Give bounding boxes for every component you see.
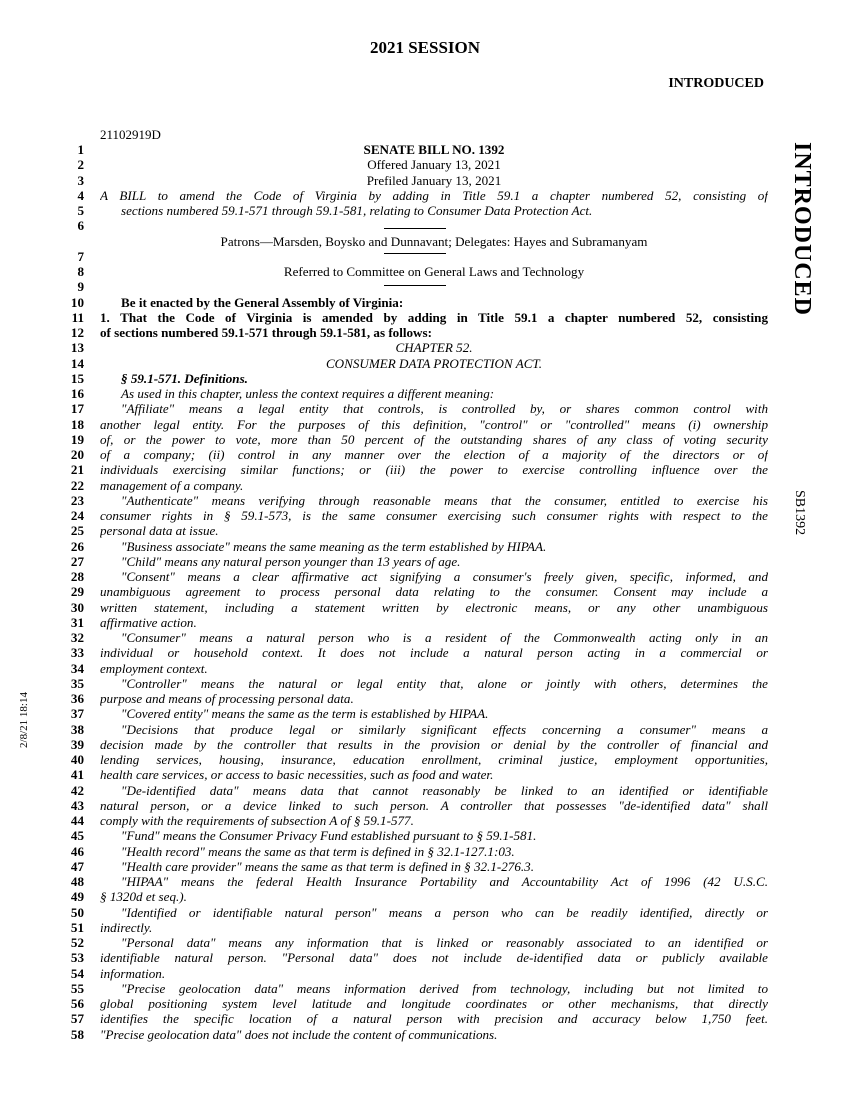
- body-text: "Fund" means the Consumer Privacy Fund established pursuant to § 59.1-581.: [121, 828, 537, 844]
- line: [0, 859, 850, 874]
- body-text: lending services, housing, insurance, education enrollment, criminal justice, employment opportunities,: [100, 752, 768, 767]
- prefiled-date: Prefiled January 13, 2021: [366, 172, 502, 188]
- line: [0, 508, 850, 523]
- line-number: 36: [70, 691, 84, 706]
- line: [0, 188, 850, 203]
- body-text: "Business associate" means the same meaning as the term established by HIPAA.: [121, 538, 547, 554]
- line-number: 7: [77, 248, 84, 264]
- line: [0, 584, 850, 599]
- line-number: 14: [70, 355, 84, 371]
- line: [0, 478, 850, 493]
- committee-referral: Referred to Committee on General Laws and Technology: [283, 264, 585, 279]
- body-text: "Affiliate" means a legal entity that controls, is controlled by, or shares common control with: [121, 401, 768, 417]
- line: [0, 889, 850, 904]
- line-number: 48: [70, 874, 84, 889]
- body-text: of sections numbered 59.1-571 through 59.1-581, as follows:: [100, 325, 432, 340]
- section-heading: § 59.1-571. Definitions.: [121, 370, 248, 386]
- line-number: 8: [77, 264, 84, 279]
- line: [0, 828, 850, 843]
- line-number: 43: [70, 797, 84, 813]
- line: [0, 142, 850, 157]
- body-text: "Child" means any natural person younger than 13 years of age.: [121, 553, 461, 569]
- line-number: 13: [70, 340, 84, 356]
- body-text: "Decisions that produce legal or similarly significant effects concerning a consumer" means a: [121, 721, 768, 737]
- line-number: 44: [70, 813, 84, 828]
- body-text: "Authenticate" means verifying through reasonable means that the consumer, entitled to exercise his: [121, 492, 768, 508]
- line-number: 49: [70, 889, 84, 905]
- line: [0, 996, 850, 1011]
- line: [0, 783, 850, 798]
- line: [0, 371, 850, 386]
- line: [0, 844, 850, 859]
- line-number: 50: [70, 904, 84, 920]
- body-text: "Identified or identifiable natural person" means a person who can be readily identified, directly or: [121, 904, 768, 920]
- body-text: consumer rights in § 59.1-573, is the same consumer exercising such consumer rights with respect to the: [100, 508, 768, 523]
- line: [0, 920, 850, 935]
- chapter-number: CHAPTER 52.: [395, 340, 473, 356]
- line-number: 9: [77, 279, 84, 295]
- line: [0, 554, 850, 569]
- line-number: 58: [70, 1026, 84, 1042]
- body-text: "Health record" means the same as that term is defined in § 32.1-127.1:03.: [121, 843, 515, 859]
- line: [0, 249, 850, 264]
- body-text: unambiguous agreement to process personal data relating to the consumer. Consent may include a: [100, 584, 768, 600]
- body-text: information.: [100, 965, 166, 981]
- margin-timestamp-text: 2/8/21 18:14: [18, 692, 30, 748]
- session-title: 2021 SESSION: [369, 38, 481, 57]
- body-text: indirectly.: [100, 919, 153, 935]
- line: [0, 905, 850, 920]
- line-number: 52: [70, 935, 84, 950]
- bill-title: SENATE BILL NO. 1392: [363, 142, 505, 157]
- document-number: 21102919D: [100, 127, 161, 142]
- line: [0, 645, 850, 660]
- body-text: purpose and means of processing personal data.: [100, 691, 354, 706]
- line: [0, 401, 850, 416]
- line-number: 34: [70, 660, 84, 676]
- line-number: 3: [77, 172, 84, 188]
- body-text: "Consumer" means a natural person who is a resident of the Commonwealth acting only in an: [121, 630, 768, 645]
- body-text: "Controller" means the natural or legal entity that, alone or jointly with others, determines the: [121, 675, 768, 691]
- line-number: 57: [70, 1011, 84, 1027]
- line-number: 51: [70, 919, 84, 935]
- line-number: 24: [70, 508, 84, 523]
- line-number: 54: [70, 965, 84, 981]
- line-number: 41: [70, 767, 84, 783]
- vertical-status-stamp: INTRODUCED: [789, 142, 815, 317]
- status-label: INTRODUCED: [668, 76, 764, 91]
- line: [0, 157, 850, 172]
- line: [0, 539, 850, 554]
- separator-rule: [384, 253, 446, 254]
- line: [0, 1011, 850, 1026]
- line-number: 20: [70, 447, 84, 462]
- line-number: 40: [70, 752, 84, 767]
- line: [0, 737, 850, 752]
- body-text: "Consent" means a clear affirmative act signifying a consumer's freely given, specific, informed, and: [121, 569, 768, 584]
- line-number: 39: [70, 736, 84, 752]
- line-number: 1: [77, 142, 84, 157]
- body-text: personal data at issue.: [100, 523, 219, 539]
- line: [0, 447, 850, 462]
- body-text: § 1320d et seq.).: [100, 889, 187, 905]
- line: [0, 173, 850, 188]
- body-text: individual or household context. It does not include a natural person acting in a commercial or: [100, 645, 768, 661]
- body-text: management of a company.: [100, 477, 244, 493]
- line-number: 6: [77, 218, 84, 234]
- body-text: "Precise geolocation data" means information derived from technology, including but not limited to: [121, 980, 768, 996]
- body-text: "Covered entity" means the same as the term is established by HIPAA.: [121, 706, 489, 722]
- line-number: 32: [70, 630, 84, 645]
- line: [0, 356, 850, 371]
- line-number: 30: [70, 599, 84, 615]
- body-text: global positioning system level latitude and longitude coordinates or other mechanisms, that directly: [100, 996, 768, 1011]
- line-number: 35: [70, 675, 84, 691]
- line: [0, 661, 850, 676]
- line: [0, 462, 850, 477]
- line-number: 26: [70, 538, 84, 554]
- line: [0, 676, 850, 691]
- line: [0, 340, 850, 355]
- line: [0, 432, 850, 447]
- body-text: "Personal data" means any information that is linked or reasonably associated to an identified or: [121, 935, 768, 950]
- line: [0, 234, 850, 249]
- chapter-title: CONSUMER DATA PROTECTION ACT.: [325, 355, 543, 371]
- line: [0, 722, 850, 737]
- line: [0, 874, 850, 889]
- line: [0, 600, 850, 615]
- line-number: 53: [70, 950, 84, 966]
- line: [0, 981, 850, 996]
- line-number: 4: [77, 187, 84, 203]
- line: [0, 310, 850, 325]
- line: [0, 966, 850, 981]
- line-number: 47: [70, 858, 84, 874]
- line-number: 18: [70, 416, 84, 432]
- bill-text: [0, 142, 850, 1042]
- body-text: As used in this chapter, unless the context requires a different meaning:: [121, 386, 495, 401]
- line: [0, 325, 850, 340]
- line-number: 16: [70, 386, 84, 401]
- line-number: 55: [70, 980, 84, 996]
- vertical-bill-code: SB1392: [792, 490, 807, 536]
- line: [0, 569, 850, 584]
- line: [0, 752, 850, 767]
- body-text: "Health care provider" means the same as that term is defined in § 32.1-276.3.: [121, 858, 534, 874]
- line: [0, 935, 850, 950]
- line-number: 31: [70, 614, 84, 630]
- line: [0, 950, 850, 965]
- line-number: 29: [70, 584, 84, 600]
- body-text: affirmative action.: [100, 614, 197, 630]
- line-number: 42: [70, 782, 84, 798]
- line-number: 5: [77, 203, 84, 218]
- line-number: 45: [70, 828, 84, 844]
- line: [0, 630, 850, 645]
- body-text: "Precise geolocation data" does not include the content of communications.: [100, 1026, 498, 1042]
- line-number: 21: [70, 462, 84, 478]
- line: [0, 691, 850, 706]
- body-text: health care services, or access to basic necessities, such as food and water.: [100, 767, 494, 783]
- line: [0, 493, 850, 508]
- line-number: 10: [70, 294, 84, 310]
- line: [0, 264, 850, 279]
- line: [0, 706, 850, 721]
- line-number: 2: [77, 157, 84, 173]
- line: [0, 813, 850, 828]
- body-text: natural person, or a device linked to such person. A controller that possesses "de-identified data" shall: [100, 797, 768, 813]
- line: [0, 615, 850, 630]
- line: [0, 386, 850, 401]
- body-text: identifiable natural person. "Personal data" does not include de-identified data or publicly available: [100, 950, 768, 966]
- body-text: "HIPAA" means the federal Health Insurance Portability and Accountability Act of 1996 (42 U.S.C.: [121, 874, 768, 889]
- body-text: comply with the requirements of subsection A of § 59.1-577.: [100, 813, 414, 828]
- line-number: 15: [70, 370, 84, 386]
- line-number: 11: [71, 309, 84, 325]
- line-number: 17: [70, 401, 84, 417]
- offered-date: Offered January 13, 2021: [367, 157, 501, 173]
- line-number: 56: [70, 996, 84, 1011]
- line: [0, 1027, 850, 1042]
- line-number: 37: [70, 706, 84, 722]
- body-text: identifies the specific location of a natural person with precision and accuracy below 1,750 feet.: [100, 1011, 768, 1027]
- body-text: decision made by the controller that results in the provision or denial by the controller of financial and: [100, 736, 768, 752]
- line-number: 25: [70, 523, 84, 539]
- body-text: employment context.: [100, 660, 208, 676]
- line-number: 23: [70, 492, 84, 508]
- enactment-clause: Be it enacted by the General Assembly of Virginia:: [121, 294, 404, 310]
- line-number: 19: [70, 431, 84, 447]
- line-number: 12: [70, 325, 84, 340]
- line: [0, 295, 850, 310]
- line: [0, 203, 850, 218]
- line: [0, 417, 850, 432]
- line: [0, 767, 850, 782]
- separator-rule: [384, 285, 446, 286]
- line-number: 27: [70, 553, 84, 569]
- body-text: 1. That the Code of Virginia is amended by adding in Title 59.1 a chapter numbered 52, consisting: [100, 309, 768, 325]
- body-text: of, or the power to vote, more than 50 percent of the outstanding shares of any class of voting security: [100, 431, 768, 447]
- line: [0, 279, 850, 294]
- body-text: of a company; (ii) control in any manner over the election of a majority of the directors or of: [100, 447, 768, 462]
- bill-summary: sections numbered 59.1-571 through 59.1-581, relating to Consumer Data Protection Act.: [121, 203, 593, 218]
- line: [0, 218, 850, 233]
- line-number: 33: [70, 645, 84, 661]
- line-number: 28: [70, 569, 84, 584]
- line: [0, 798, 850, 813]
- body-text: another legal entity. For the purposes of this definition, "control" or "controlled" means (i) ownership: [100, 416, 768, 432]
- bill-summary: A BILL to amend the Code of Virginia by adding in Title 59.1 a chapter numbered 52, consisting of: [100, 187, 768, 203]
- body-text: written statement, including a statement written by electronic means, or any other unambiguous: [100, 599, 768, 615]
- separator-rule: [384, 228, 446, 229]
- body-text: "De-identified data" means data that cannot reasonably be linked to an identified or identifiable: [121, 782, 768, 798]
- line: [0, 523, 850, 538]
- line-number: 38: [70, 721, 84, 737]
- body-text: individuals exercising similar functions; or (iii) the power to exercise controlling influence over the: [100, 462, 768, 478]
- patrons: Patrons—Marsden, Boysko and Dunnavant; Delegates: Hayes and Subramanyam: [220, 233, 648, 249]
- line-number: 46: [70, 843, 84, 859]
- line-number: 22: [70, 477, 84, 493]
